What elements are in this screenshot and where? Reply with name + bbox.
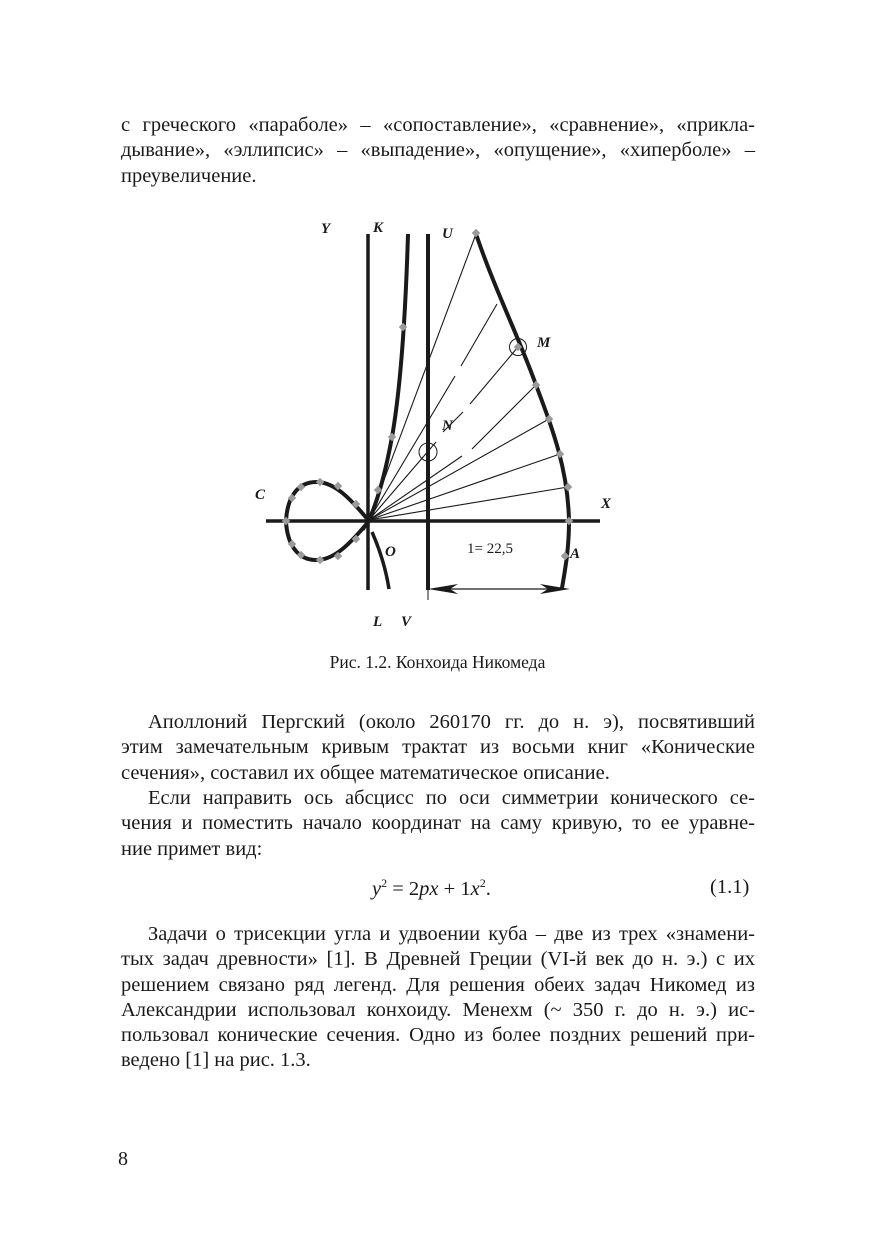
text-line: этим замечательным кривым трактат из восьми книг «Конические [121,736,755,759]
text-line: сечения», составил их общее математическое описание. [121,761,610,784]
label-x: X [601,496,612,512]
equation-var: px [419,878,439,900]
equation-exponent: 2 [381,876,388,890]
figure-caption: Рис. 1.2. Конхоида Никомеда [329,652,546,672]
equation-text: . [485,878,491,900]
equation-text: + 1 [438,878,471,900]
label-y: Y [321,221,331,237]
text-line: тых задач древности» [1]. В Древней Греции (VI-й век до н. э.) с их [121,948,755,971]
text-line: Если направить ось абсцисс по оси симметрии конического се- [148,787,755,809]
equation-number: (1.1) [710,876,750,898]
label-u: U [442,226,453,242]
text-line: Александрии использовал конхоиду. Менехм (~ 350 г. до н. э.) ис- [121,998,755,1021]
label-l: L [373,614,383,630]
label-n: N [442,418,453,434]
text-line: ние примет вид: [121,837,263,860]
text-line: чения и поместить начало координат на саму кривую, то ее уравне- [121,812,755,835]
label-o: O [385,544,396,560]
text-line: преувеличение. [121,164,257,187]
page-number: 8 [118,1148,128,1170]
inner-branch-upper [369,234,408,520]
label-c: C [255,487,266,503]
equation-var: x [470,878,480,900]
label-v: V [401,614,412,630]
label-m: M [537,335,551,351]
paragraph-apollonius [121,710,755,786]
equation [372,876,491,901]
inner-branch-lower [372,532,389,589]
equation-var: y [372,878,382,900]
text-line: Аполлоний Пергский (около 260170 гг. до н. э), посвятивший [148,711,755,733]
outer-conchoid-branch [476,234,569,588]
label-a: A [570,546,581,562]
text-line: дывание», «эллипсис» – «выпадение», «опущение», «хиперболе» – [121,139,755,162]
text-line: решением связано ряд легенд. Для решения обеих задач Никомед из [121,973,755,996]
paragraph-tasks [121,922,755,1074]
paragraph-axis [121,786,755,862]
text-line: пользовал конические сечения. Одно из более поздних решений при- [121,1024,755,1047]
text-line: с греческого «параболе» – «сопоставление», «сравнение», «прикла- [121,114,755,136]
text-line: Задачи о трисекции угла и удвоении куба – две из трех «знамени- [148,923,755,945]
label-k: K [373,220,384,236]
dimension-label: 1= 22,5 [467,541,513,557]
equation-text: = 2 [387,878,420,900]
equation-exponent: 2 [479,876,486,890]
text-line: ведено [1] на рис. 1.3. [121,1049,311,1072]
